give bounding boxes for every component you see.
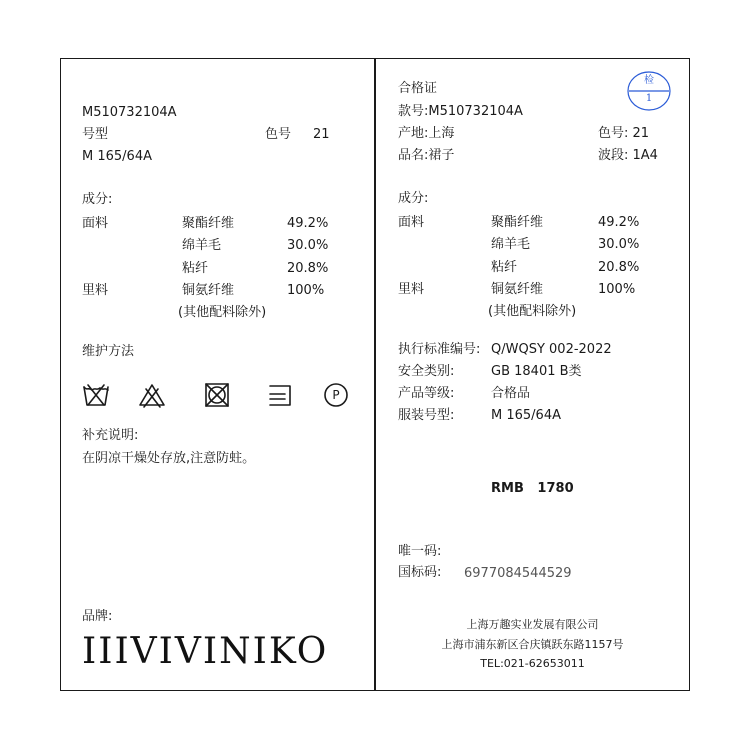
barcode-label: 国标码: xyxy=(398,565,442,580)
band-line: 波段: 1A4 xyxy=(598,148,658,163)
inspection-stamp xyxy=(627,71,671,111)
unique-code-label: 唯一码: xyxy=(398,544,442,559)
exclusion-note: (其他配料除外) xyxy=(178,305,267,320)
shell-fiber-1: 聚酯纤维 xyxy=(182,216,235,231)
barcode-value: 6977084544529 xyxy=(464,566,572,581)
note-title: 补充说明: xyxy=(82,428,139,443)
do-not-wash-icon xyxy=(82,381,110,409)
product-name-line: 品名:裙子 xyxy=(398,148,455,163)
color-line: 色号: 21 xyxy=(598,126,650,141)
care-title: 维护方法 xyxy=(82,344,135,359)
safety-value: GB 18401 B类 xyxy=(491,364,582,379)
shell-pct-3: 20.8% xyxy=(287,261,329,276)
shell-label: 面料 xyxy=(82,216,109,231)
stamp-bottom-text: 1 xyxy=(645,93,653,104)
composition-label-right: 成分: xyxy=(398,191,429,206)
do-not-tumble-dry-icon xyxy=(203,381,231,409)
company-tel: TEL:021-62653011 xyxy=(480,657,585,670)
brand-label: 品牌: xyxy=(82,609,113,624)
origin-line: 产地:上海 xyxy=(398,126,455,141)
shell-pct-2-right: 30.0% xyxy=(598,237,640,252)
standard-value: Q/WQSY 002-2022 xyxy=(491,342,612,357)
shell-fiber-2: 绵羊毛 xyxy=(182,238,222,253)
shell-fiber-1-right: 聚酯纤维 xyxy=(491,215,544,230)
company-address: 上海市浦东新区合庆镇跃东路1157号 xyxy=(441,638,624,651)
size-value: M 165/64A xyxy=(82,149,152,164)
shell-label-right: 面料 xyxy=(398,215,425,230)
shell-pct-2: 30.0% xyxy=(287,238,329,253)
shell-fiber-3: 粘纤 xyxy=(182,261,209,276)
price: RMB 1780 xyxy=(491,481,574,496)
lining-label: 里料 xyxy=(82,283,109,298)
line-dry-icon xyxy=(266,381,294,409)
lining-fiber: 铜氨纤维 xyxy=(182,283,235,298)
style-number-line: 款号:M510732104A xyxy=(398,104,523,119)
garment-size-value: M 165/64A xyxy=(491,408,561,423)
style-number: M510732104A xyxy=(82,105,177,120)
size-label: 号型 xyxy=(82,127,109,142)
certificate-title: 合格证 xyxy=(398,81,438,96)
shell-fiber-2-right: 绵羊毛 xyxy=(491,237,531,252)
standard-label: 执行标准编号: xyxy=(398,342,481,357)
exclusion-note-right: (其他配料除外) xyxy=(488,304,577,319)
color-value: 21 xyxy=(313,127,330,142)
lining-pct-right: 100% xyxy=(598,282,636,297)
composition-label: 成分: xyxy=(82,192,113,207)
dry-clean-p-icon xyxy=(322,381,350,409)
safety-label: 安全类别: xyxy=(398,364,455,379)
company-name: 上海万趣实业发展有限公司 xyxy=(466,618,599,631)
do-not-bleach-icon xyxy=(138,381,166,409)
lining-fiber-right: 铜氨纤维 xyxy=(491,282,544,297)
lining-label-right: 里料 xyxy=(398,282,425,297)
shell-fiber-3-right: 粘纤 xyxy=(491,260,518,275)
color-label: 色号 xyxy=(265,127,292,142)
dry-clean-letter: P xyxy=(332,388,340,402)
grade-value: 合格品 xyxy=(491,386,531,401)
note-text: 在阴凉干燥处存放,注意防蛀。 xyxy=(82,451,256,466)
shell-pct-1-right: 49.2% xyxy=(598,215,640,230)
brand-logo: IIIVIVINIKO xyxy=(82,631,329,672)
stamp-top-text: 检 xyxy=(644,75,654,86)
shell-pct-3-right: 20.8% xyxy=(598,260,640,275)
shell-pct-1: 49.2% xyxy=(287,216,329,231)
garment-size-label: 服装号型: xyxy=(398,408,455,423)
lining-pct: 100% xyxy=(287,283,325,298)
grade-label: 产品等级: xyxy=(398,386,455,401)
